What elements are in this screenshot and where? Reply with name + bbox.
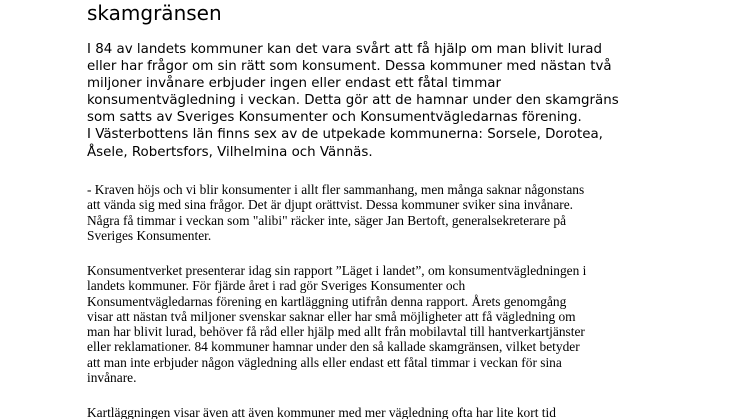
cut-off-paragraph [87, 405, 647, 419]
lead-line: Åsele, Robertsfors, Vilhelmina och Vännäs. [87, 144, 373, 160]
paragraph-line: Konsumentverket presenterar idag sin rapport ”Läget i landet”, om konsumentvägledningen i [87, 263, 587, 278]
paragraph-line: Kartläggningen visar även att även kommuner med mer vägledning ofta har lite kort tid [87, 405, 556, 419]
lead-line: eller har frågor om sin rätt som konsument. Dessa kommuner med nästan två [87, 59, 612, 75]
paragraph-line: - Kraven höjs och vi blir konsumenter i allt fler sammanhang, men många saknar någonstans [87, 182, 585, 197]
article-heading: skamgränsen [87, 1, 222, 25]
lead-line: som satts av Sveriges Konsumenter och Konsumentvägledarnas förening. [87, 110, 582, 126]
paragraph-line: att man inte erbjuder någon vägledning alls eller endast ett fåtal timmar i veckan för sina [87, 354, 562, 370]
paragraph-line: Några få timmar i veckan som "alibi" räcker inte, säger Jan Bertoft, generalsekreterare på [87, 212, 567, 228]
paragraph-line: visar att nästan två miljoner svenskar saknar eller har små möjligheter att få vägledning om [87, 308, 576, 324]
paragraph-line: landets kommuner. För fjärde året i rad gör Sveriges Konsumenter och [87, 278, 466, 294]
quote-paragraph [87, 182, 647, 243]
paragraph-line: man har blivit lurad, behöver få råd eller hjälp med allt från mobilavtal till hantverkartjänster [87, 324, 585, 340]
paragraph-line: Konsumentvägledarnas förening en kartläggning utifrån denna rapport. Årets genomgång [87, 293, 567, 309]
lead-line: konsumentvägledning i veckan. Detta gör att de hamnar under den skamgräns [87, 93, 619, 109]
paragraph-line: invånare. [87, 370, 137, 386]
lead-line: I 84 av landets kommuner kan det vara svårt att få hjälp om man blivit lurad [87, 42, 603, 57]
paragraph-line: eller reklamationer. 84 kommuner hamnar under den så kallade skamgränsen, vilket betyder [87, 339, 580, 355]
lead-line: I Västerbottens län finns sex av de utpekade kommunerna: Sorsele, Dorotea, [87, 127, 603, 143]
paragraph-line: att vända sig med sina frågor. Det är djupt orättvist. Dessa kommuner sviker sina invånare. [87, 197, 574, 213]
lead-line: miljoner invånare erbjuder ingen eller endast ett fåtal timmar [87, 76, 501, 92]
report-paragraph [87, 263, 647, 385]
lead-paragraph [87, 41, 619, 161]
paragraph-line: Sveriges Konsumenter. [87, 227, 212, 243]
